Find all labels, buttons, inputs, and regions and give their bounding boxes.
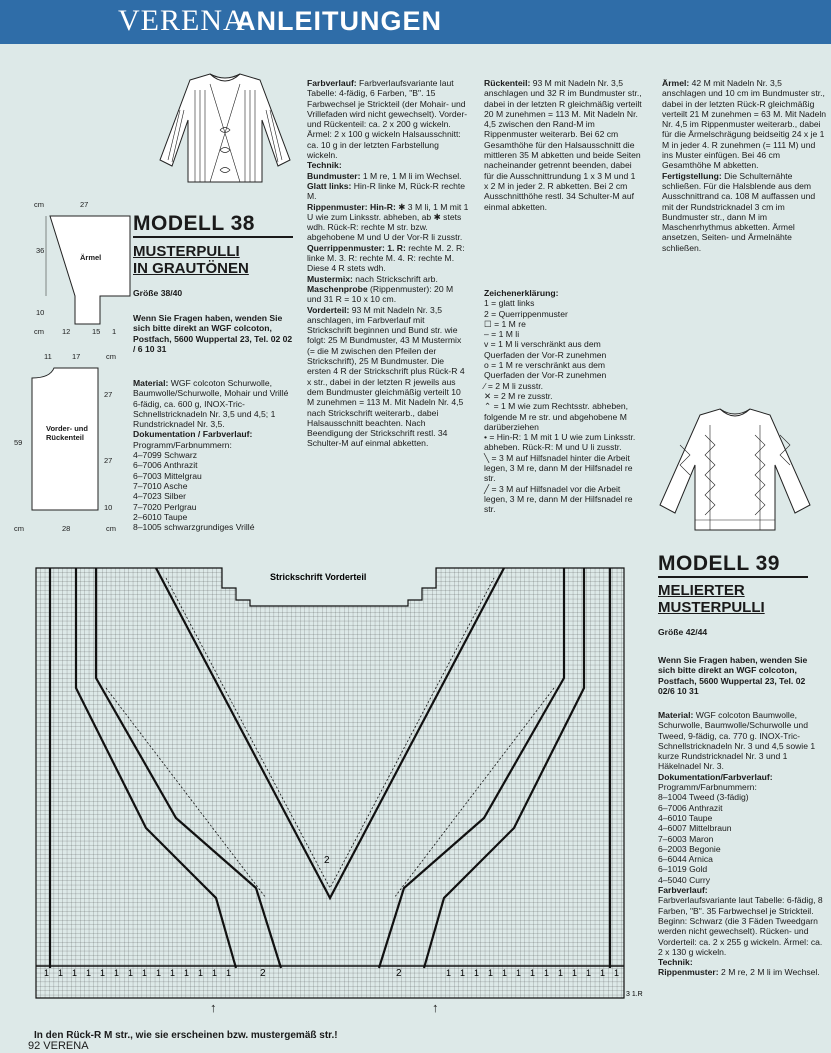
sleeve-bottom-1: 1 — [112, 327, 117, 336]
chart-symbol-1: 1 — [502, 968, 508, 978]
color-entry: 6–7006 Anthrazit — [658, 802, 723, 813]
model-39-farb: Farbverlaufsvariante laut Tabelle: 6-fädig, 8 Farben, "B". 35 Farbwechsel je Strickteil. Beginn: Schwarz (die 3 Fäden Tweedgarn werden nicht gewechselt). Rücken- und Vorderteil: ca. 2 x 255 g wickeln. Ärmel: ca. 2 x 130 g wickeln. — [658, 895, 823, 957]
legend-item: 2 = Querrippenmuster — [484, 308, 568, 319]
instruction-text: (Rippenmuster): 20 M und 31 R = 10 x 10 cm. — [307, 283, 454, 305]
chart-symbol-1: 1 — [212, 968, 218, 978]
instructions-column-3 — [484, 78, 642, 212]
model-38-prog: Programm/Farbnummern: — [133, 439, 232, 450]
model-39-contact: Wenn Sie Fragen haben, wenden Sie sich bitte direkt an WGF colcoton, Postfach, 5600 Wuppertal 23, Tel. 02 02/6 10 31 — [658, 655, 808, 696]
color-entry: 4–7099 Schwarz — [133, 450, 198, 461]
instruction-paragraph — [307, 202, 469, 243]
color-entry: 7–7020 Perlgrau — [133, 501, 197, 512]
body-label: Vorder- und Rückenteil — [46, 424, 88, 442]
legend-item: ╱ = 3 M auf Hilfsnadel vor die Arbeit legen, 3 M re, dann M der Hilfsnadel re str. — [484, 483, 633, 515]
body-cm-left: cm — [14, 524, 24, 533]
instruction-heading: Rückenteil: — [484, 78, 531, 88]
chart-symbol-1: 1 — [614, 968, 620, 978]
color-entry: 6–1019 Gold — [658, 864, 708, 875]
chart-symbol-1: 1 — [474, 968, 480, 978]
chart-symbol-1: 1 — [58, 968, 64, 978]
knitting-chart — [36, 568, 643, 998]
model-39-tech: Technik: — [658, 957, 693, 968]
chart-symbol-1: 1 — [170, 968, 176, 978]
legend-item: • = Hin-R: 1 M mit 1 U wie zum Linksstr. abheben. Rück-R: M und U li zusstr. — [484, 432, 636, 453]
legend-item: ⌃ = 1 M wie zum Rechtsstr. abheben, folgende M re str. und abgehobene M darüberziehen — [484, 401, 629, 432]
chart-symbol-1: 1 — [226, 968, 232, 978]
body-10: 10 — [104, 503, 113, 512]
legend-item: – = 1 M li — [484, 329, 520, 340]
instruction-paragraph — [307, 284, 469, 305]
instruction-paragraph — [662, 78, 827, 171]
color-entry: 6–2003 Begonie — [658, 843, 721, 854]
chart-footnote: In den Rück-R M str., wie sie erscheinen bzw. mustergemäß str.! — [34, 1030, 338, 1041]
legend-item: ✕ = 2 M re zusstr. — [484, 390, 553, 401]
chart-symbol-1: 1 — [142, 968, 148, 978]
model-39-color-list — [658, 792, 824, 885]
chart-symbol-1: 1 — [114, 968, 120, 978]
instruction-heading: Technik: — [307, 160, 342, 171]
model-39-farb-heading: Farbverlauf: — [658, 885, 708, 896]
section-title: ANLEITUNGEN — [236, 6, 442, 36]
legend-item: ⁄ = 2 M li zusstr. — [484, 380, 543, 391]
instruction-text: Farbverlaufsvariante laut Tabelle: 4-fädig, 6 Farben, "B". 15 Farbwechsel je Strickteil (der Mohair- und Vrillefaden wird nicht gewechselt). Vorder- und Rückenteil: ca. 2 x 200 g wickeln. Ärmel: 2 x 100 g wickeln Halsausschnitt: ca. 10 g in der letzten Farbstellung wickeln. — [307, 78, 468, 161]
instruction-paragraph — [307, 274, 469, 284]
chart-symbol-1: 1 — [586, 968, 592, 978]
instruction-paragraph — [307, 181, 469, 202]
legend-title: Zeichenerklärung: — [484, 288, 559, 298]
chart-symbol-1: 1 — [460, 968, 466, 978]
body-top-17: 17 — [72, 352, 81, 361]
sweater-39-illustration — [655, 405, 815, 535]
model-38-contact: Wenn Sie Fragen haben, wenden Sie sich bitte direkt an WGF colcoton, Postfach, 5600 Wuppertal 23, Tel. 02 02 / 6 10 31 — [133, 313, 293, 354]
instruction-paragraph — [307, 305, 469, 449]
model-38-subtitle-2: IN GRAUTÖNEN — [133, 260, 249, 277]
instruction-paragraph — [307, 78, 469, 160]
instruction-heading: Farbverlauf: — [307, 78, 357, 88]
chart-symbol-1: 1 — [198, 968, 204, 978]
legend-block — [484, 288, 642, 515]
instructions-column-2 — [307, 78, 469, 449]
model-38-size: Größe 38/40 — [133, 288, 183, 298]
magazine-brand: VERENA — [118, 4, 246, 37]
color-entry: 7–7010 Asche — [133, 480, 188, 491]
instruction-heading: Maschenprobe — [307, 283, 368, 294]
sleeve-schematic — [30, 196, 130, 346]
legend-item: v = 1 M li verschränkt aus dem Querfaden der Vor-R zunehmen — [484, 339, 607, 360]
model-39-material: WGF colcoton Baumwolle, Schurwolle, Baumwolle/Schurwolle und Tweed, 9-fädig, ca. 770 g. INOX-Tric-Schnellstricknadeln Nr. 3 und 4,5 sowie 1 kurze Rundstricknadel Nr. 3 und 1 Häkelnadel Nr. 3. — [658, 710, 816, 772]
chart-symbol-1: 1 — [530, 968, 536, 978]
chart-symbol-1: 1 — [544, 968, 550, 978]
instruction-heading: Bundmuster: — [307, 170, 361, 181]
instruction-text: Hin-R linke M, Rück-R rechte M. — [307, 180, 466, 202]
instruction-paragraph — [307, 160, 469, 170]
color-entry: 7–6003 Maron — [658, 833, 714, 844]
color-entry: 6–7003 Mittelgrau — [133, 470, 202, 481]
model-38-material: WGF colcoton Schurwolle, Baumwolle/Schurwolle, Mohair und Vrillé 6-fädig, ca. 600 g, INOX-Tric-Schnellstricknadeln Nr. 3,5 und 4,5; 1 Rundstricknadel Nr. 3,5. — [133, 378, 289, 430]
chart-symbol-1: 1 — [86, 968, 92, 978]
instruction-text: rechte M. 2. R: linke M. 3. R: rechte M. 4. R: rechte M. Diese 4 R stets wdh. — [307, 242, 465, 274]
body-top-11: 11 — [44, 352, 52, 361]
legend-list — [484, 298, 642, 514]
instruction-heading: Mustermix: — [307, 273, 353, 284]
chart-symbol-1: 1 — [558, 968, 564, 978]
instruction-paragraph — [662, 171, 827, 253]
model-38-title: MODELL 38 — [133, 212, 255, 235]
legend-item: ╲ = 3 M auf Hilfsnadel hinter die Arbeit legen, 3 M re, dann M der Hilfsnadel re str. — [484, 452, 633, 484]
sleeve-cm-top: cm — [34, 200, 44, 209]
chart-symbol-1: 1 — [184, 968, 190, 978]
instruction-heading: Glatt links: — [307, 180, 352, 191]
color-entry: 4–7023 Silber — [133, 491, 187, 502]
chart-symbol-1: 1 — [572, 968, 578, 978]
model-38-color-list — [133, 450, 295, 532]
instruction-text: 42 M mit Nadeln Nr. 3,5 anschlagen und 10 cm im Bundmuster str., dabei in der letzten Rück-R gleichmäßig verteilt 21 M zunehmen = 63 M. Mit Nadeln Nr. 4,5 im Rippenmuster weiterarb., dabei für die Ärmelschrägung beidseitig 24 x je 1 M in jeder 4. R zunehmen (= 111 M) und ins Muster einfügen. Bei 46 cm Gesamthöhe M abketten. — [662, 78, 827, 171]
model-38-rule — [133, 236, 293, 238]
legend-item: o = 1 M re verschränkt aus dem Querfaden der Vor-R zunehmen — [484, 360, 607, 381]
chart-symbol-1: 1 — [156, 968, 162, 978]
chart-arrow-right: ↑ — [432, 1000, 439, 1015]
body-27a: 27 — [104, 390, 113, 399]
instruction-text: 1 M re, 1 M li im Wechsel. — [360, 170, 462, 181]
model-38-doc-heading: Dokumentation / Farbverlauf: — [133, 429, 253, 440]
model-39-prog: Programm/Farbnummern: — [658, 782, 757, 793]
body-28: 28 — [62, 524, 71, 533]
model-39-rip: 2 M re, 2 M li im Wechsel. — [718, 967, 820, 978]
color-entry: 4–6007 Mittelbraun — [658, 823, 732, 834]
chart-symbol-1: 1 — [488, 968, 494, 978]
instruction-text: nach Strickschrift arb. — [352, 273, 438, 284]
color-entry: 6–7006 Anthrazit — [133, 460, 198, 471]
legend-item: 1 = glatt links — [484, 298, 535, 309]
body-top-cm: cm — [106, 352, 116, 361]
model-39-subtitle-2: MUSTERPULLI — [658, 599, 765, 616]
instruction-text: ✱ 3 M li, 1 M mit 1 U wie zum Linksstr. abheben, ab ✱ stets wdh. Rück-R: rechte M str. bzw. abgehobene M und U der Vor-R li zusstr. — [307, 201, 469, 243]
instruction-paragraph — [307, 171, 469, 181]
instruction-paragraph — [484, 78, 642, 212]
model-39-rule — [658, 576, 808, 578]
chart-side-label: 3 1.R — [626, 991, 643, 998]
chart-symbol-1: 1 — [100, 968, 106, 978]
instruction-heading: Rippenmuster: Hin-R: — [307, 201, 396, 212]
chart-symbol-2-center: 2 — [324, 855, 330, 866]
chart-symbol-1: 1 — [44, 968, 50, 978]
model-39-doc-heading: Dokumentation/Farbverlauf: — [658, 771, 773, 782]
chart-symbol-1: 1 — [128, 968, 134, 978]
color-entry: 4–5040 Curry — [658, 874, 711, 885]
instruction-heading: Fertigstellung: — [662, 170, 722, 181]
chart-title: Strickschrift Vorderteil — [270, 572, 367, 582]
model-38-material-block: Material: WGF colcoton Schurwolle, Baumwolle/Schurwolle, Mohair und Vrillé 6-fädig, ca. 600 g, INOX-Tric-Schnellstricknadeln Nr. 3,5 und 4,5; 1 Rundstricknadel Nr. 3,5. Dokumentation / Farbverlauf: Programm/Farbnummern: 4–7099 Schwarz 6–7006 Anthrazit 6–7003 Mittelgrau 7–7010 Asche 4–7023 Silber 7–7020 Perlgrau 2–6010 Taupe 8–1005 schwarzgrundiges Vrillé — [133, 378, 295, 532]
sleeve-label: Ärmel — [80, 253, 102, 262]
model-39-material-block: Material: WGF colcoton Baumwolle, Schurwolle, Baumwolle/Schurwolle und Tweed, 9-fädig, ca. 770 g. INOX-Tric-Schnellstricknadeln Nr. 3 und 4,5 sowie 1 kurze Rundstricknadel Nr. 3 und 1 Häkelnadel Nr. 3. Dokumentation/Farbverlauf: Programm/Farbnummern: 8–1004 Tweed (3-fädig) 6–7006 Anthrazit 4–6010 Taupe 4–6007 Mittelbraun 7–6003 Maron 6–2003 Begonie 6–6044 Arnica 6–1019 Gold 4–5040 Curry Farbverlauf: Farbverlaufsvariante laut Tabelle: 6-fädig, 8 Farben, "B". 35 Farbwechsel je Strickteil. Beginn: Schwarz (die 3 Fäden Tweedgarn werden nicht gewechselt). Rücken- und Vorderteil: ca. 2 x 255 g wickeln. Ärmel: ca. 2 x 130 g wickeln. Technik: Rippenmuster: 2 M re, 2 M li im Wechsel. — [658, 710, 823, 978]
body-cm-right: cm — [106, 524, 116, 533]
page-number: 92 VERENA — [28, 1040, 89, 1052]
chart-symbol-2-left: 2 — [260, 968, 266, 979]
color-entry: 6–6044 Arnica — [658, 854, 713, 865]
sleeve-cuff-10: 10 — [36, 308, 45, 317]
body-59: 59 — [14, 438, 23, 447]
body-27b: 27 — [104, 456, 113, 465]
sleeve-bottom-12: 12 — [62, 327, 71, 336]
chart-symbol-1: 1 — [600, 968, 606, 978]
color-entry: 2–6010 Taupe — [133, 511, 188, 522]
model-39-size: Größe 42/44 — [658, 627, 708, 637]
color-entry: 8–1005 schwarzgrundiges Vrillé — [133, 522, 255, 533]
chart-symbol-1: 1 — [516, 968, 522, 978]
color-entry: 4–6010 Taupe — [658, 812, 713, 823]
instruction-heading: Querrippenmuster: 1. R: — [307, 242, 406, 253]
model-39-title: MODELL 39 — [658, 552, 780, 575]
model-38-subtitle-1: MUSTERPULLI — [133, 243, 240, 260]
chart-symbol-1: 1 — [72, 968, 78, 978]
legend-item: ☐ = 1 M re — [484, 318, 526, 329]
instruction-text: Die Schulternähte schließen. Für die Halsblende aus dem Ausschnittrand ca. 108 M auffassen und mit der Rundstricknadel 3 cm im Bundmuster str., dann M im Maschenrhythmus abketten. Ärmel ansetzen, Seiten- und Ärmelnähte schließen. — [662, 170, 816, 253]
model-39-subtitle-1: MELIERTER — [658, 582, 745, 599]
instruction-text: 93 M mit Nadeln Nr. 3,5 anschlagen und 32 R im Bundmuster str., dabei in der letzten R gleichmäßig verteilt 20 M zunehmen = 113 M. Mit Nadeln Nr. 4,5 zwischen den Rand-M im Rippenmuster weiterarb. Bei 62 cm Gesamthöhe für den Halsausschnitt die mittleren 35 M abketten und beide Seiten nacheinander getrennt beenden, dabei für die Ausschnittrundung 1 x 3 M und 1 x 2 M in jeder 2. R abketten. Bei 2 cm Ausschnitthöhe restl. 34 Schulter-M auf einmal abketten. — [484, 78, 642, 212]
color-entry: 8–1004 Tweed (3-fädig) — [658, 792, 749, 803]
sleeve-bottom-15: 15 — [92, 327, 101, 336]
sleeve-height-36: 36 — [36, 246, 45, 255]
instruction-text: 93 M mit Nadeln Nr. 3,5 anschlagen, im Farbverlauf mit Strickschrift beginnen und Bund str. wie folgt: 25 M Bundmuster, 43 M Mustermix (= die M zwischen den Pfeilen der Strickschrift), 25 M Bundmuster. Die ersten 4 R der Strickschrift plus Rück-R 4 x str., dabei in der letzten R jeweils aus dem Bundmuster gleichmäßig verteilt 10 M zunehmen = 113 M. Mit Nadeln Nr. 4,5 nach Strickschrift weiterarb., dabei Halsausschnitt beachten. Nach Beendigung der Strickschrift restl. 34 Schulter-M auf einmal abketten. — [307, 304, 465, 449]
instruction-heading: Vorderteil: — [307, 304, 350, 315]
sleeve-cm-bottom: cm — [34, 327, 44, 336]
model-39-rip-heading: Rippenmuster: — [658, 967, 719, 978]
chart-arrow-left: ↑ — [210, 1000, 217, 1015]
instruction-heading: Ärmel: — [662, 78, 690, 88]
sleeve-width-27: 27 — [80, 200, 89, 209]
instruction-paragraph — [307, 243, 469, 274]
instructions-column-4 — [662, 78, 827, 253]
chart-symbol-1: 1 — [446, 968, 452, 978]
page-header — [0, 0, 831, 44]
sweater-38-illustration — [150, 70, 300, 190]
chart-symbol-2-right: 2 — [396, 968, 402, 979]
